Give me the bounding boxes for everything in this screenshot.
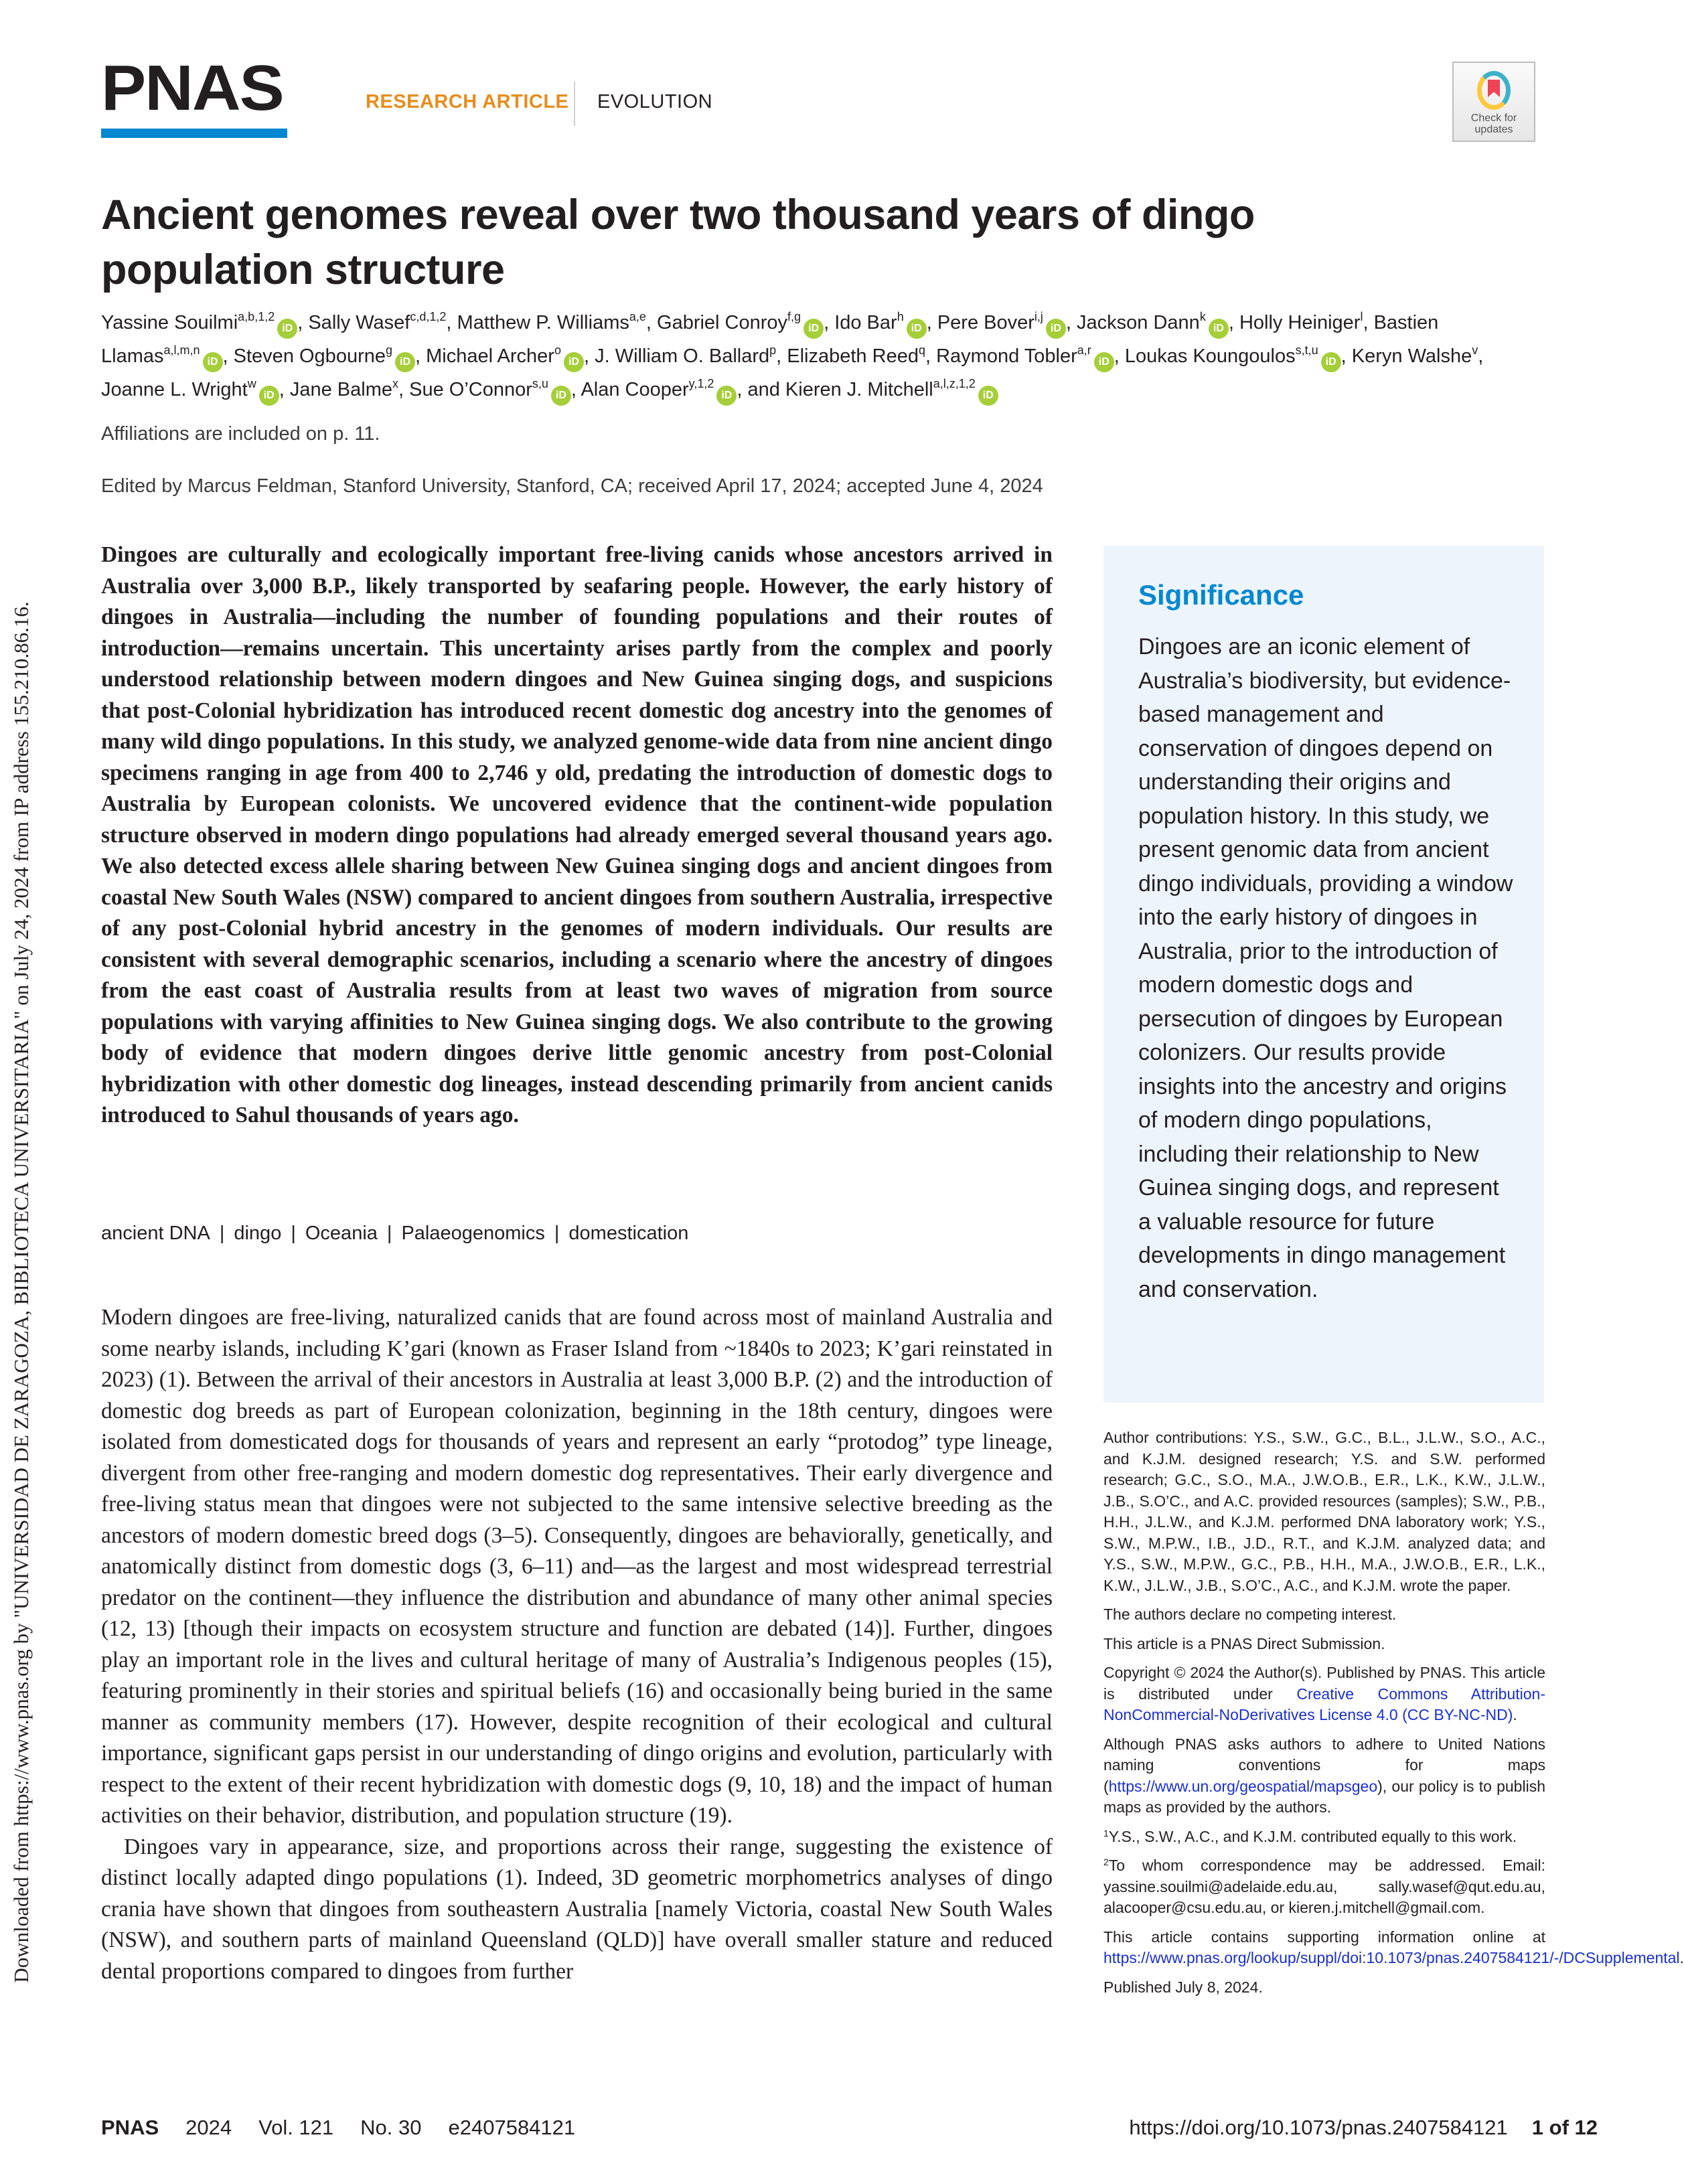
equal-contribution <box>1103 1826 1545 1848</box>
author-separator: , <box>1114 345 1125 367</box>
significance-title: Significance <box>1138 579 1304 611</box>
author[interactable] <box>937 312 1066 333</box>
author-separator: , <box>1228 312 1239 333</box>
author[interactable] <box>457 312 646 333</box>
author[interactable] <box>1077 312 1229 333</box>
copyright-suffix: . <box>1513 1706 1517 1723</box>
author-name: Ido Bar <box>834 312 897 333</box>
author[interactable] <box>290 379 398 400</box>
abstract: Dingoes are culturally and ecologically important free-living canids whose ancestors arrived in Australia over 3,000 B.P., likely transported by seafaring people. However, the early history of dingoes in Australia—including the number of founding populations and their routes of introduction—remains uncertain. This uncertainty arises partly from the complex and poorly understood relationship between modern dingoes and New Guinea singing dogs, and suspicions that post-Colonial hybridization has introduced recent domestic dog ancestry into the genomes of many wild dingo populations. In this study, we analyzed genome-wide data from nine ancient dingo specimens ranging in age from 400 to 2,746 y old, predating the introduction of domestic dogs to Australia by European colonists. We uncovered evidence that the continent-wide population structure observed in modern dingo populations had already emerged several thousand years ago. We also detected excess allele sharing between New Guinea singing dogs and ancient dingoes from coastal New South Wales (NSW) compared to ancient dingoes from southern Australia, irrespective of any post-Colonial hybrid ancestry in the genomes of modern individuals. Our results are consistent with several demographic scenarios, including a scenario where the ancestry of dingoes from the east coast of Australia results from at least two waves of migration from source populations with varying affinities to New Guinea singing dogs. We also contribute to the growing body of evidence that modern dingoes derive little genomic ancestry from post-Colonial hybridization with other domestic dog lineages, instead descending primarily from ancient canids introduced to Sahul thousands of years ago. <box>101 542 1053 1127</box>
affiliation-marks: x <box>392 377 398 390</box>
affiliation-marks: w <box>247 377 256 390</box>
affiliation-marks: f,g <box>787 310 801 323</box>
author[interactable] <box>936 345 1114 367</box>
author-list <box>101 306 1527 406</box>
affiliation-marks: y,1,2 <box>688 377 714 390</box>
citation-info <box>101 2116 602 2140</box>
author[interactable] <box>308 312 446 333</box>
affiliation-marks: q <box>918 343 925 357</box>
affiliation-marks: a,l,z,1,2 <box>933 377 976 390</box>
correspondence-text: To whom correspondence may be addressed. Email: yassine.souilmi@adelaide.edu.au, sally.wasef@qut.edu.au, alacooper@csu.edu.au, or kieren.j.mitchell@gmail.com. <box>1103 1857 1545 1916</box>
footer-journal: PNAS <box>101 2116 159 2139</box>
author-name: Loukas Koungoulos <box>1124 345 1296 367</box>
affiliations-note: Affiliations are included on p. 11. <box>101 423 380 445</box>
affiliation-marks: p <box>769 343 777 357</box>
subject-label: EVOLUTION <box>597 91 713 112</box>
author-name: Bastien Llamas <box>101 312 1439 367</box>
keyword-separator: | <box>219 1223 225 1244</box>
affiliation-marks: a,r <box>1077 343 1091 357</box>
correspondence <box>1103 1855 1545 1919</box>
author[interactable] <box>101 379 279 400</box>
footnote-mark: 1 <box>1103 1827 1109 1839</box>
affiliation-marks: l <box>1360 310 1363 323</box>
author[interactable] <box>409 379 571 400</box>
competing-interest: The authors declare no competing interest. <box>1103 1606 1397 1623</box>
author[interactable] <box>426 345 584 367</box>
equal-contribution-text: Y.S., S.W., A.C., and K.J.M. contributed equally to this work. <box>1108 1827 1517 1845</box>
affiliation-marks: c,d,1,2 <box>410 310 447 323</box>
affiliation-marks: k <box>1199 310 1206 323</box>
author[interactable] <box>581 379 737 400</box>
orcid-icon[interactable]: iD <box>803 319 824 339</box>
keyword[interactable]: dingo <box>234 1223 282 1244</box>
author-name: Michael Archer <box>426 345 554 367</box>
keyword[interactable]: domestication <box>568 1223 689 1244</box>
author-separator: , and <box>737 379 785 400</box>
editor-note: Edited by Marcus Feldman, Stanford University, Stanford, CA; received April 17, 2024; accepted June 4, 2024 <box>101 475 1043 497</box>
footer-issue: No. 30 <box>360 2116 422 2139</box>
pnas-logo[interactable] <box>101 52 289 138</box>
footer-volume: Vol. 121 <box>258 2116 334 2139</box>
maps-text: Although PNAS asks authors to adhere to United Nations naming conventions for maps ( <box>1103 1735 1545 1795</box>
body-paragraph: Dingoes vary in appearance, size, and proportions across their range, suggesting the existence of distinct locally adapted dingo populations (1). Indeed, 3D geometric morphometrics analyses of dingo crania have shown that dingoes from southeastern Australia [namely Victoria, coastal New South Wales (NSW), and southern parts of mainland Queensland (QLD)] have overall smaller stature and reduced dental proportions compared to dingoes from further <box>101 1834 1053 1984</box>
author-name: Matthew P. Williams <box>457 312 629 333</box>
page-header <box>101 52 1547 142</box>
keyword[interactable]: Palaeogenomics <box>401 1223 545 1244</box>
author-separator: , <box>925 345 937 367</box>
author-separator: , <box>570 379 581 400</box>
author[interactable] <box>834 312 927 333</box>
logo-text: PNAS <box>101 52 283 124</box>
orcid-icon[interactable]: iD <box>1321 352 1341 372</box>
author[interactable] <box>1125 345 1341 367</box>
doi-info <box>1129 2116 1598 2140</box>
author-name: Pere Bover <box>937 312 1035 333</box>
author-name: Gabriel Conroy <box>657 312 788 333</box>
author-separator: , <box>398 379 410 400</box>
orcid-icon[interactable]: iD <box>395 352 415 372</box>
affiliation-marks: v <box>1472 343 1478 357</box>
footnote-mark: 2 <box>1103 1857 1109 1867</box>
supporting-info <box>1103 1927 1684 1969</box>
page-number: 1 of 12 <box>1531 2116 1598 2139</box>
orcid-icon[interactable]: iD <box>1094 352 1114 372</box>
header-divider <box>574 82 575 126</box>
author[interactable] <box>657 312 824 333</box>
author-name: Yassine Souilmi <box>101 312 238 333</box>
orcid-icon[interactable]: iD <box>907 319 927 339</box>
body-paragraph: Modern dingoes are free-living, naturalized canids that are found across most of mainland Australia and some nearby islands, including K’gari (known as Fraser Island from ~1840s to 2023; K’gari reinstated in 2023) (1). Between the arrival of their ancestors in Australia at least 3,000 B.P. (2) and the introduction of domestic dog breeds as part of European colonization, beginning in the 18th century, dingoes were isolated from domesticated dogs for thousands of years and represent an early “protodog” type lineage, divergent from other free-ranging and modern domestic dog representatives. Their early divergence and free-living status mean that dingoes were not subjected to the same intensive selective breeding as the ancestors of modern domestic breed dogs (3–5). Consequently, dingoes are behaviorally, genetically, and anatomically distinct from domestic dogs (3, 6–11) and—as the largest and most widespread terrestrial predator on the continent—they influence the distribution and abundance of many other animal species (12, 13) [though their impacts on ecosystem structure and function are debated (14)]. Further, dingoes play an important role in the lives and cultural heritage of many of Australia’s Indigenous peoples (15), featuring prominently in their stories and spiritual beliefs (16) and occasionally being buried in the same manner as community members (17). However, despite recognition of their ecological and cultural importance, significant gaps persist in our understanding of dingo origins and evolution, particularly with respect to the extent of their recent hybridization with domestic dogs (9, 10, 18) and the impact of human activities on their behavior, distribution, and population structure (19). <box>101 1305 1053 1828</box>
keyword-separator: | <box>291 1223 296 1244</box>
footer-year: 2024 <box>185 2116 232 2139</box>
supplemental-link[interactable]: https://www.pnas.org/lookup/suppl/doi:10.1073/pnas.2407584121/-/DCSupplemental <box>1103 1949 1680 1966</box>
orcid-icon[interactable]: iD <box>1046 319 1066 339</box>
maps-policy <box>1103 1734 1545 1818</box>
author-name: Sue O’Connor <box>409 379 532 400</box>
check-for-updates-button[interactable] <box>1452 62 1535 142</box>
affiliation-marks: a,b,1,2 <box>238 310 275 323</box>
keywords <box>101 1223 688 1245</box>
author-name: Elizabeth Reed <box>787 345 919 367</box>
maps-suffix: ), our policy is to publish maps as provided by the authors. <box>1103 1777 1545 1816</box>
author[interactable] <box>234 345 415 367</box>
article-title: Ancient genomes reveal over two thousand years of dingo population structure <box>101 191 1255 293</box>
direct-submission: This article is a PNAS Direct Submission. <box>1103 1634 1385 1652</box>
author[interactable] <box>101 312 297 333</box>
author-name: Alan Cooper <box>581 379 689 400</box>
doi-link[interactable]: https://doi.org/10.1073/pnas.2407584121 <box>1129 2116 1508 2139</box>
keyword-separator: | <box>554 1223 560 1244</box>
author-name: Steven Ogbourne <box>233 345 386 367</box>
article-type-label: RESEARCH ARTICLE <box>366 91 569 112</box>
author-name: Keryn Walshe <box>1351 345 1472 367</box>
author-name: Raymond Tobler <box>936 345 1077 367</box>
author[interactable] <box>1352 345 1478 367</box>
author-separator: , <box>926 312 937 333</box>
author[interactable] <box>1239 312 1363 333</box>
affiliation-marks: o <box>554 343 561 357</box>
affiliation-marks: g <box>385 343 392 357</box>
supporting-suffix: . <box>1679 1949 1684 1966</box>
orcid-icon[interactable]: iD <box>259 386 279 406</box>
author-separator: , <box>1363 312 1374 333</box>
copyright-text: Copyright © 2024 the Author(s). Published by PNAS. This article is distributed under <box>1103 1664 1545 1703</box>
author-contributions: Author contributions: Y.S., S.W., G.C., B.L., J.L.W., S.O., A.C., and K.J.M. designed research; Y.S. and S.W. performed research; G.C., S.O., M.A., J.W.O.B., E.R., L.K., K.W., J.L.W., J.B., S.O’C., and A.C. provided resources (samples); S.W., P.B., H.H., J.L.W., and K.J.M. performed DNA laboratory work; Y.S., S.W., M.P.W., I.B., J.D., R.T., and K.J.M. analyzed data; and Y.S., S.W., M.P.W., G.C., P.B., H.H., M.A., J.W.O.B., E.R., L.K., K.W., J.L.W., J.B., S.O’C., A.C., and K.J.M. wrote the paper. <box>1103 1429 1545 1594</box>
author-name: Kieren J. Mitchell <box>785 379 933 400</box>
author-separator: , <box>279 379 290 400</box>
bookmark-icon <box>1488 80 1500 97</box>
orcid-icon[interactable]: iD <box>1209 319 1229 339</box>
published-date: Published July 8, 2024. <box>1103 1978 1263 1996</box>
orcid-icon[interactable]: iD <box>551 386 571 406</box>
crossmark-icon <box>1477 71 1511 110</box>
significance-text: Dingoes are an iconic element of Australia’s biodiversity, but evidence-based management and conservation of dingoes depend on understanding their origins and population history. In this study, we present genomic data from ancient dingo individuals, providing a window into the early history of dingoes in Australia, prior to the introduction of modern domestic dogs and persecution of dingoes by European colonizers. Our results provide insights into the ancestry and origins of modern dingo populations, including their relationship to New Guinea singing dogs, and represent a valuable resource for future developments in dingo management and conservation. <box>1138 634 1513 1302</box>
author-name: Jackson Dann <box>1077 312 1200 333</box>
author-separator: , <box>415 345 427 367</box>
author-name: J. William O. Ballard <box>595 345 770 367</box>
affiliation-marks: s,t,u <box>1295 343 1318 357</box>
orcid-icon[interactable]: iD <box>978 386 998 406</box>
updates-label: Check for updates <box>1470 112 1517 135</box>
author-separator: , <box>1341 345 1352 367</box>
orcid-icon[interactable]: iD <box>564 352 584 372</box>
author-separator: , <box>446 312 457 333</box>
author[interactable] <box>595 345 776 367</box>
author-separator: , <box>1478 345 1484 367</box>
author-separator: , <box>1065 312 1077 333</box>
author-name: Holly Heiniger <box>1239 312 1361 333</box>
author-separator: , <box>583 345 595 367</box>
author-name: Joanne L. Wright <box>101 379 248 400</box>
un-maps-link[interactable]: https://www.un.org/geospatial/mapsgeo <box>1108 1777 1378 1795</box>
author[interactable] <box>787 345 925 367</box>
affiliation-marks: i,j <box>1034 310 1043 323</box>
article-notes <box>1103 1427 1684 2006</box>
author-separator: , <box>645 312 658 333</box>
supporting-text: This article contains supporting information online at <box>1103 1928 1545 1946</box>
keyword[interactable]: Oceania <box>305 1223 378 1244</box>
author-name: Jane Balme <box>289 379 392 400</box>
orcid-icon[interactable]: iD <box>716 386 737 406</box>
author-separator: , <box>824 312 835 333</box>
keyword[interactable]: ancient DNA <box>101 1223 210 1244</box>
affiliation-marks: h <box>897 310 904 323</box>
orcid-icon[interactable]: iD <box>203 352 223 372</box>
affiliation-marks: a,e <box>629 310 646 323</box>
body-text <box>101 1302 1053 1987</box>
logo-bar <box>101 129 287 138</box>
download-watermark: Downloaded from https://www.pnas.org by "UNIVERSIDAD DE ZARAGOZA, BIBLIOTECA UNIVERSITARIA" on July 24, 2024 from IP address 155.210.86.16. <box>9 601 33 1983</box>
author-separator: , <box>297 312 309 333</box>
affiliation-marks: a,l,m,n <box>163 343 200 357</box>
author-separator: , <box>776 345 787 367</box>
author-separator: , <box>222 345 234 367</box>
significance-box <box>1103 546 1544 1403</box>
license-link[interactable]: Creative Commons Attribution-NonCommercial-NoDerivatives License 4.0 (CC BY-NC-ND) <box>1103 1685 1545 1723</box>
copyright <box>1103 1662 1545 1726</box>
keyword-separator: | <box>386 1223 392 1244</box>
footer-article-id: e2407584121 <box>448 2116 576 2139</box>
author-name: Sally Wasef <box>308 312 410 333</box>
orcid-icon[interactable]: iD <box>277 319 297 339</box>
affiliation-marks: s,u <box>532 377 548 390</box>
author[interactable] <box>785 379 998 400</box>
